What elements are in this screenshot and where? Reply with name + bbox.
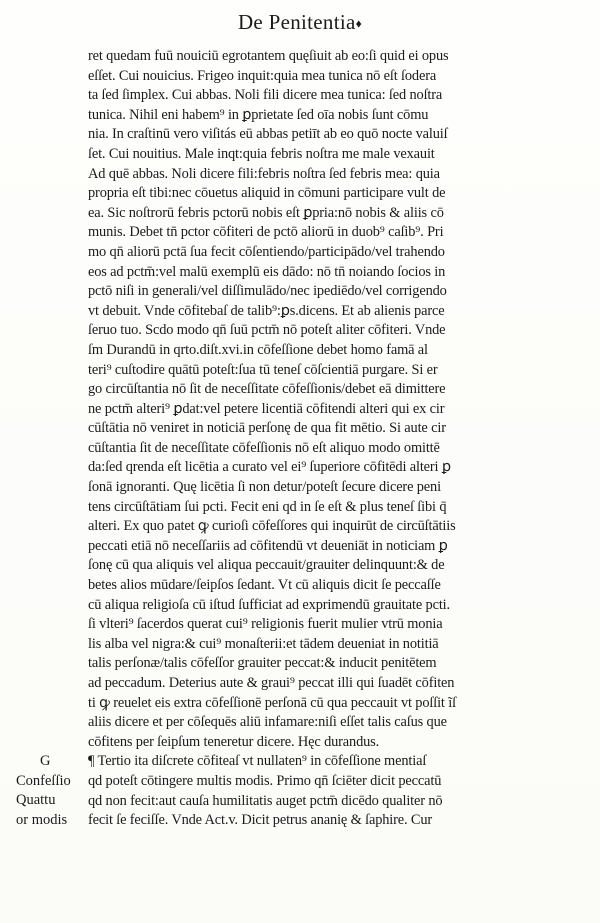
margin-letter: G xyxy=(40,753,51,769)
running-head-mark: ♦ xyxy=(355,16,363,31)
text-line: aliis dicere et per cōſequēs aliū infamare:niſi eſſet talis caſus que xyxy=(88,714,447,731)
text-line: tunica. Nihil eni habem⁹ in ꝑprietate ſed oīa nobis ſunt cōmu xyxy=(88,106,429,123)
text-line: cūſtātia nō veniret in noticiā perſonę de qua fit mētio. Si aute cir xyxy=(88,420,446,437)
text-line: Ad quē abbas. Noli dicere fili:febris noſtra ſed febris mea: quia xyxy=(88,165,440,182)
text-line: ſeruo tuo. Scdo modo qn̄ ſuū pctm̄ nō poteſt aliter cōfiteri. Vnde xyxy=(88,322,446,339)
text-line: ſonę cū qua aliquis vel aliqua peccauit/grauiter delinquunt:& de xyxy=(88,557,445,574)
text-line: teri⁹ cuſtodire quātū poteſt:ſua tū teneſ cōſcientiā purgare. Si er xyxy=(88,361,438,378)
text-line: vt debuit. Vnde cōfitebaſ de talib⁹:ꝑs.dicens. Et ab alienis parce xyxy=(88,302,445,319)
text-line: munis. Debet tn̄ pctor cōfiteri de pctō aliorū in duob⁹ caſib⁹. Pri xyxy=(88,224,444,241)
text-line: ſet. Cui nouitius. Male inqt:quia febris noſtra me male vexauit xyxy=(88,145,435,162)
text-line: pctō niſi in generali/vel diſſimulādo/nec ipediēdo/vel corrigendo xyxy=(88,283,447,300)
margin-note-or-modis: or modis xyxy=(16,812,68,828)
text-line: ret quedam fuū nouiciū egrotantem quęſiuit ab eo:ſi quid ei opus xyxy=(88,48,449,64)
text-line: ad peccadum. Deterius aute & graui⁹ peccat illi qui ſuadēt cōfiten xyxy=(88,675,455,691)
running-head-title: De Penitentia xyxy=(237,10,356,34)
text-line: ea. Sic noſtrorū febris pctorū nobis eſt ꝑpria:nō nobis & aliis cō xyxy=(88,204,444,221)
text-line: eos ad pctm̄:vel malū exemplū eis dādo: nō tn̄ noiando ſocios in xyxy=(88,263,446,280)
text-line: mo qn̄ aliorū pctā ſua fecit cōſentiendo/participādo/vel trahendo xyxy=(88,243,445,260)
running-head xyxy=(0,10,600,35)
text-line: nia. In craſtinū vero viſitás eū abbas petiīt ab eo quō nocte valuiſ xyxy=(88,126,448,143)
text-line: ¶ Tertio ita diſcrete cōfiteaſ vt nullaten⁹ in cōfeſſione mentiaſ xyxy=(88,753,427,770)
text-line: ſi vlteri⁹ ſacerdos querat cui⁹ religionis fuerit mulier vtrū monia xyxy=(88,616,443,633)
text-line: alteri. Ex quo patet ꝙ curioſi cōfeſſores qui inquirūt de circūſtātiis xyxy=(88,518,456,535)
text-line: lis alba vel nigra:& cui⁹ monaſterii:et tādem deueniat in notitiā xyxy=(88,635,439,652)
margin-note-confessio: Confeſſio xyxy=(16,773,71,789)
text-line: betes alios mūdare/ſeipſos ſedant. Vt cū aliquis dicit ſe peccaſſe xyxy=(88,577,441,594)
text-line: ta ſed ſimplex. Cui abbas. Noli fili dicere mea tunica: ſed noſtra xyxy=(88,87,443,104)
text-line: cūſtantia ſit de neceſſitate cōfeſſionis nō eſt aliquo modo omittē xyxy=(88,439,440,456)
text-line: ti ꝙ reuelet eis extra cōfeſſionē perſonā cū qua peccauit vt poſſit ĩſ xyxy=(88,694,456,711)
main-text-block xyxy=(88,47,564,831)
text-line: ne pctm̄ alteri⁹ ꝑdat:vel petere licentiā cōfitendi alteri qui ex cir xyxy=(88,400,445,417)
text-line: ſm Durandū in qrto.diſt.xvi.in cōfeſſione debet homo famā al xyxy=(88,341,428,358)
text-line: qd non fecit:aut cauſa humilitatis auget pctm̄ dicēdo qualiter nō xyxy=(88,792,443,809)
text-line: ſonā ignoranti. Quę licētia ſi non detur/poteſt ſecure dicere peni xyxy=(88,479,441,496)
margin-note-quattu: Quattu xyxy=(16,792,56,808)
text-line: da:ſed qrenda eſt licētia a curato vel ei⁹ ſuperiore cōfitēdi alteri ꝑ xyxy=(88,459,451,476)
text-line: peccati etiā nō neceſſariis ad cōfitendū vt deueniāt in noticiam ꝑ xyxy=(88,537,448,554)
text-line: cū aliqua religioſa cū iſtud ſufficiat ad exprimendū grauitate pcti. xyxy=(88,596,450,613)
text-line: propria eſt tibi:nec cōuetus aliquid in cōmuni participare vult de xyxy=(88,185,446,202)
text-line: talis perſonæ/talis cōfeſſor grauiter peccat:& inducit penitētem xyxy=(88,655,437,672)
text-line: fecit ſe feciſſe. Vnde Act.v. Dicit petrus ananię & ſaphire. Cur xyxy=(88,812,433,829)
text-line: cōfitens per ſeipſum teneretur dicere. Hęc durandus. xyxy=(88,733,380,750)
text-line: go circūſtantia nō ſit de neceſſitate cōfeſſionis/debet eā dimittere xyxy=(88,381,446,398)
text-line: eſſet. Cui nouicius. Frigeo inquit:quia mea tunica nō eſt ſodera xyxy=(88,67,437,84)
text-line: tens circūſtātiam ſui pcti. Fecit eni qd in ſe eſt & plus teneſ ſibi q̄ xyxy=(88,498,447,515)
text-line: qd poteſt cōtingere multis modis. Primo qn̄ ſciēter dicit peccatū xyxy=(88,772,442,789)
